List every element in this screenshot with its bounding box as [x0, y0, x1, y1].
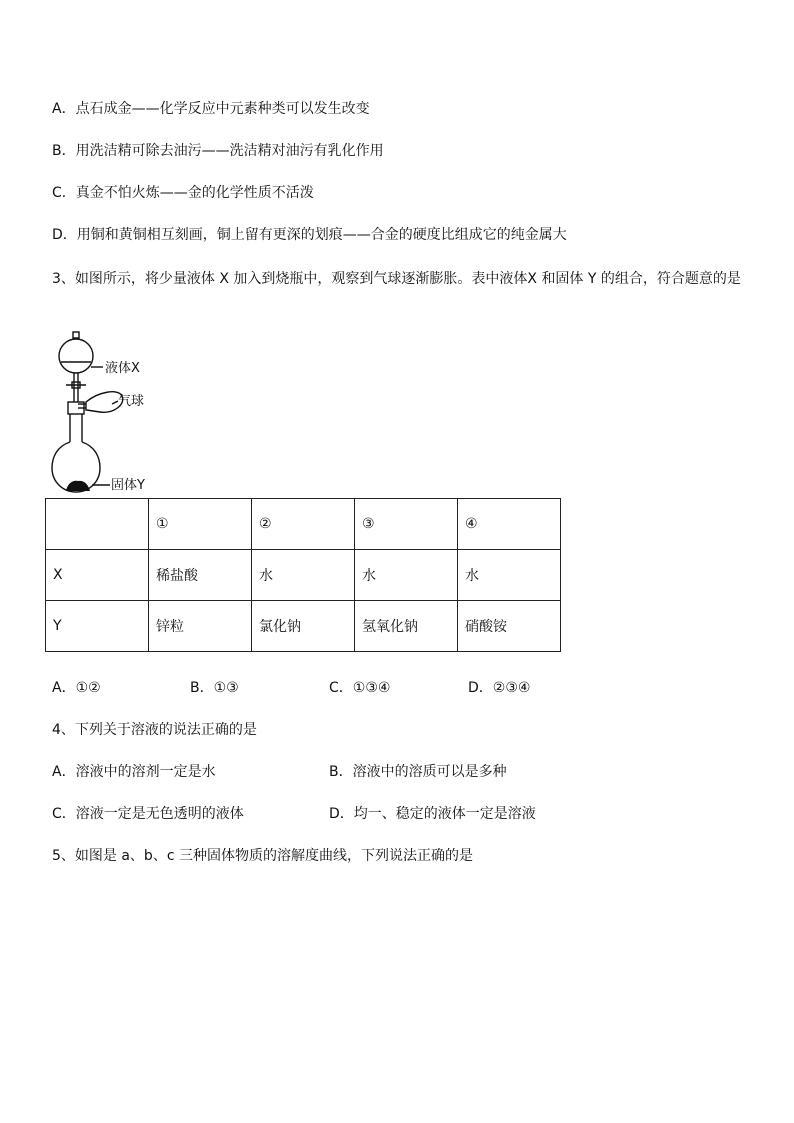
- q4-option-d: D．均一、稳定的液体一定是溶液: [329, 806, 536, 822]
- q3-option-b: B．①③: [190, 680, 239, 696]
- q3-option-a: A．①②: [52, 680, 101, 696]
- table-cell: 锌粒: [149, 601, 252, 652]
- q4-option-b: B．溶液中的溶质可以是多种: [329, 764, 507, 780]
- q3-option-c: C．①③④: [329, 680, 391, 696]
- q2-option-b: B．用洗洁精可除去油污——洗洁精对油污有乳化作用: [52, 143, 384, 159]
- table-cell: 硝酸铵: [458, 601, 561, 652]
- q3-option-d: D．②③④: [468, 680, 531, 696]
- q3-table: [45, 498, 561, 652]
- table-cell: 水: [252, 550, 355, 601]
- table-cell: 氢氧化钠: [355, 601, 458, 652]
- table-cell: [46, 499, 149, 550]
- label-liquid-x: 液体X: [105, 361, 140, 376]
- q4-option-a: A．溶液中的溶剂一定是水: [52, 764, 216, 780]
- table-cell: X: [46, 550, 149, 601]
- q2-option-c: C．真金不怕火炼——金的化学性质不活泼: [52, 185, 314, 201]
- table-cell: 稀盐酸: [149, 550, 252, 601]
- table-cell: ①: [149, 499, 252, 550]
- apparatus-figure: [48, 330, 168, 496]
- table-cell: ②: [252, 499, 355, 550]
- table-row: [46, 601, 561, 652]
- table-row: [46, 499, 561, 550]
- table-row: [46, 550, 561, 601]
- table-cell: 水: [458, 550, 561, 601]
- q2-option-a: A．点石成金——化学反应中元素种类可以发生改变: [52, 101, 370, 117]
- label-balloon: 气球: [118, 394, 145, 409]
- q3-stem: 3、如图所示，将少量液体 X 加入到烧瓶中，观察到气球逐渐膨胀。表中液体X 和固体 Y 的组合，符合题意的是: [52, 271, 741, 287]
- q2-option-d: D．用铜和黄铜相互刻画，铜上留有更深的划痕——合金的硬度比组成它的纯金属大: [52, 227, 567, 243]
- q4-stem: 4、下列关于溶液的说法正确的是: [52, 722, 257, 738]
- table-cell: 氯化钠: [252, 601, 355, 652]
- table-cell: Y: [46, 601, 149, 652]
- q4-option-c: C．溶液一定是无色透明的液体: [52, 806, 244, 822]
- table-cell: ③: [355, 499, 458, 550]
- q5-stem: 5、如图是 a、b、c 三种固体物质的溶解度曲线，下列说法正确的是: [52, 848, 473, 864]
- table-cell: ④: [458, 499, 561, 550]
- label-solid-y: 固体Y: [111, 478, 145, 493]
- table-cell: 水: [355, 550, 458, 601]
